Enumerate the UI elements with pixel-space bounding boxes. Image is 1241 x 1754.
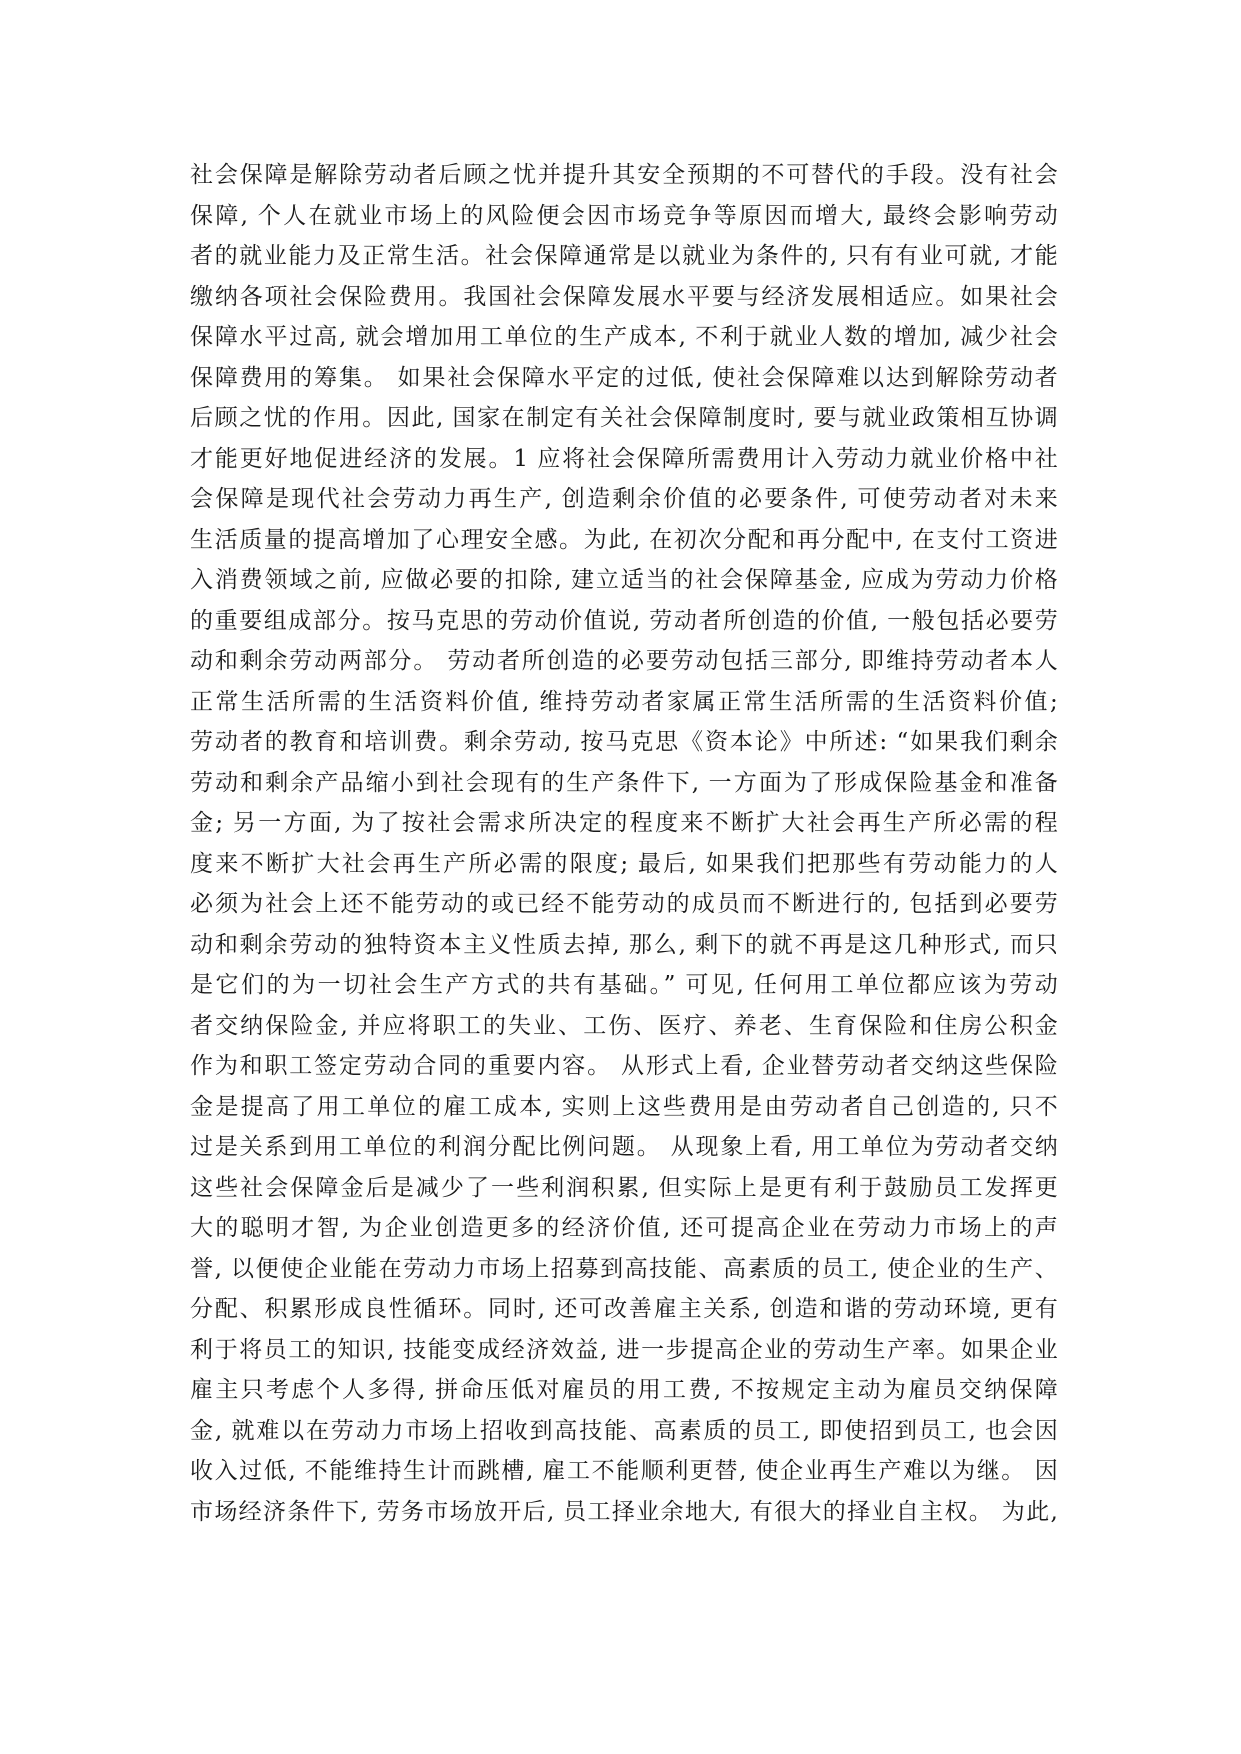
text-line: 劳动者的教育和培训费。剩余劳动, 按马克思《资本论》中所述: “如果我们剩余 <box>190 729 1058 755</box>
text-line: 金, 就难以在劳动力市场上招收到高技能、高素质的员工, 即使招到员工, 也会因 <box>190 1417 1058 1444</box>
text-line: 过是关系到用工单位的利润分配比例问题。 从现象上看, 用工单位为劳动者交纳 <box>190 1134 1058 1160</box>
text-line: 分配、积累形成良性循环。同时, 还可改善雇主关系, 创造和谐的劳动环境, 更有 <box>190 1296 1058 1322</box>
text-line: 必须为社会上还不能劳动的或已经不能劳动的成员而不断进行的, 包括到必要劳 <box>190 891 1058 917</box>
text-line: 者交纳保险金, 并应将职工的失业、工伤、医疗、养老、生育保险和住房公积金 <box>190 1012 1058 1039</box>
text-line: 动和剩余劳动两部分。 劳动者所创造的必要劳动包括三部分, 即维持劳动者本人 <box>190 648 1058 674</box>
text-line: 后顾之忧的作用。因此, 国家在制定有关社会保障制度时, 要与就业政策相互协调 <box>190 405 1058 431</box>
text-line: 入消费领域之前, 应做必要的扣除, 建立适当的社会保障基金, 应成为劳动力价格 <box>190 567 1058 593</box>
text-line: 劳动和剩余产品缩小到社会现有的生产条件下, 一方面为了形成保险基金和准备 <box>190 769 1058 796</box>
text-line: 才能更好地促进经济的发展。1 应将社会保障所需费用计入劳动力就业价格中社 <box>190 445 1058 472</box>
text-line: 社会保障是解除劳动者后顾之忧并提升其安全预期的不可替代的手段。没有社会 <box>190 162 1058 188</box>
text-line: 这些社会保障金后是减少了一些利润积累, 但实际上是更有利于鼓励员工发挥更 <box>190 1174 1058 1201</box>
text-line: 会保障是现代社会劳动力再生产, 创造剩余价值的必要条件, 可使劳动者对未来 <box>190 486 1058 512</box>
text-line: 度来不断扩大社会再生产所必需的限度; 最后, 如果我们把那些有劳动能力的人 <box>190 850 1058 877</box>
text-line: 金是提高了用工单位的雇工成本, 实则上这些费用是由劳动者自己创造的, 只不 <box>190 1093 1058 1120</box>
text-line: 缴纳各项社会保险费用。我国社会保障发展水平要与经济发展相适应。如果社会 <box>190 283 1058 310</box>
body-text <box>190 155 1058 1532</box>
text-line: 大的聪明才智, 为企业创造更多的经济价值, 还可提高企业在劳动力市场上的声 <box>190 1215 1058 1241</box>
text-line: 的重要组成部分。按马克思的劳动价值说, 劳动者所创造的价值, 一般包括必要劳 <box>190 607 1058 634</box>
text-line: 是它们的为一切社会生产方式的共有基础。” 可见, 任何用工单位都应该为劳动 <box>190 972 1058 998</box>
text-line: 者的就业能力及正常生活。社会保障通常是以就业为条件的, 只有有业可就, 才能 <box>190 243 1058 269</box>
text-line: 金; 另一方面, 为了按社会需求所决定的程度来不断扩大社会再生产所必需的程 <box>190 810 1058 836</box>
text-line: 保障水平过高, 就会增加用工单位的生产成本, 不利于就业人数的增加, 减少社会 <box>190 324 1058 350</box>
text-line: 保障费用的筹集。 如果社会保障水平定的过低, 使社会保障难以达到解除劳动者 <box>190 364 1058 391</box>
text-line: 作为和职工签定劳动合同的重要内容。 从形式上看, 企业替劳动者交纳这些保险 <box>190 1053 1058 1079</box>
text-line: 利于将员工的知识, 技能变成经济效益, 进一步提高企业的劳动生产率。如果企业 <box>190 1336 1058 1363</box>
text-line: 市场经济条件下, 劳务市场放开后, 员工择业余地大, 有很大的择业自主权。 为此, <box>190 1498 1058 1525</box>
text-line: 雇主只考虑个人多得, 拼命压低对雇员的用工费, 不按规定主动为雇员交纳保障 <box>190 1377 1058 1403</box>
text-line: 正常生活所需的生活资料价值, 维持劳动者家属正常生活所需的生活资料价值; <box>190 688 1058 715</box>
text-line: 收入过低, 不能维持生计而跳槽, 雇工不能顺利更替, 使企业再生产难以为继。 因 <box>190 1458 1058 1484</box>
text-line: 动和剩余劳动的独特资本主义性质去掉, 那么, 剩下的就不再是这几种形式, 而只 <box>190 931 1058 958</box>
text-line: 誉, 以便使企业能在劳动力市场上招募到高技能、高素质的员工, 使企业的生产、 <box>190 1255 1058 1282</box>
text-line: 生活质量的提高增加了心理安全感。为此, 在初次分配和再分配中, 在支付工资进 <box>190 526 1058 553</box>
text-line: 保障, 个人在就业市场上的风险便会因市场竞争等原因而增大, 最终会影响劳动 <box>190 202 1058 229</box>
